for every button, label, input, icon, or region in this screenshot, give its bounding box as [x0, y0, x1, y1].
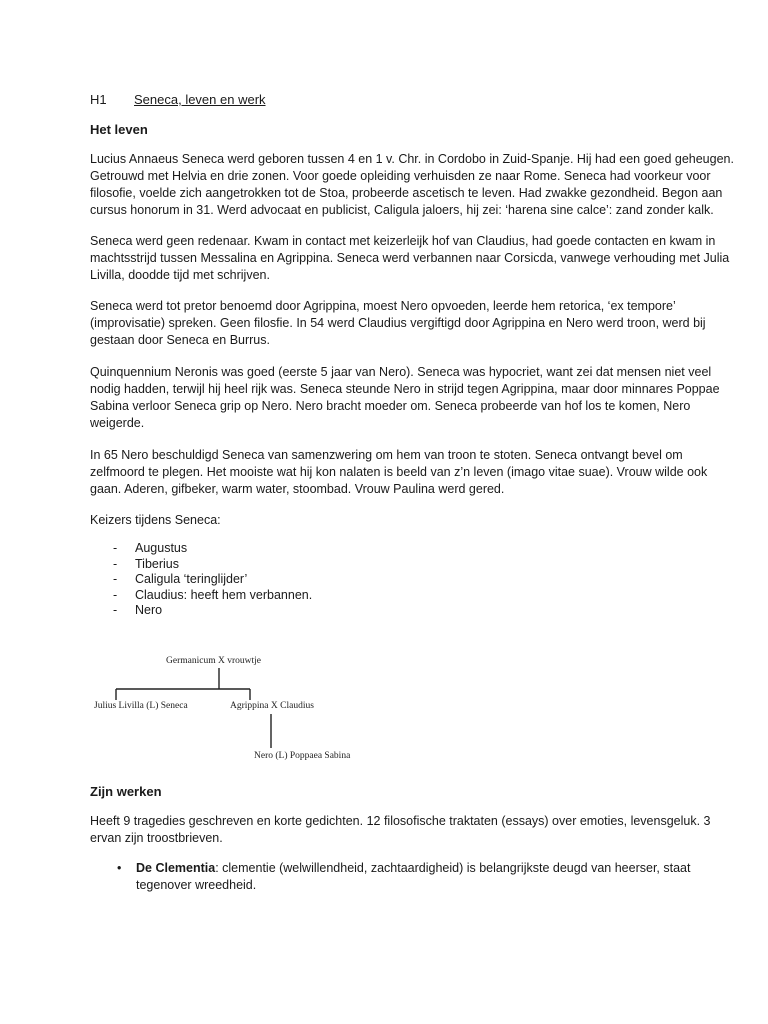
bullet-term: De Clementia: [136, 861, 216, 875]
list-item-text: Claudius: heeft hem verbannen.: [135, 587, 313, 602]
list-dash: -: [113, 556, 118, 571]
paragraph-line: cursus honorum in 31. Werd advocaat en publicist, Caligula jaloers, hij zei: ‘harena sine calce’: zand zonder kalk.: [90, 203, 714, 217]
page-heading: [90, 92, 266, 107]
section-title-werken: Zijn werken: [90, 784, 162, 799]
paragraph-line: gaan. Aderen, gifbeker, warm water, stoombad. Vrouw Paulina werd gered.: [90, 482, 505, 496]
tree-node-livilla-seneca: Julius Livilla (L) Seneca: [94, 701, 188, 711]
paragraph-line: zelfmoord te plegen. Het mooiste wat hij kon nalaten is beeld van z’n leven (imago vitae suae). Vrouw wilde ook: [90, 465, 708, 479]
paragraph-5: [90, 447, 708, 498]
list-item-text: Tiberius: [135, 556, 179, 571]
paragraph-line: Getrouwd met Helvia en drie zonen. Voor goede opleiding verhuisden ze naar Rome. Seneca had voorkeur voor: [90, 169, 711, 183]
werken-paragraph: [90, 813, 711, 847]
paragraph-line: Livilla, doodde tijd met schrijven.: [90, 268, 270, 282]
list-item-text: Caligula ‘teringlijder’: [135, 572, 248, 586]
paragraph-1: [90, 151, 734, 219]
heading-title: Seneca, leven en werk: [134, 92, 266, 107]
paragraph-line: (improvisatie) spreken. Geen filosfie. In 54 werd Claudius vergiftigd door Agrippina en Nero werd troon, werd bij: [90, 316, 706, 330]
paragraph-line: Sabina verloor Seneca grip op Nero. Nero bracht moeder om. Seneca probeerde van hof los te komen, Nero: [90, 399, 691, 413]
paragraph-line: Seneca werd geen redenaar. Kwam in contact met keizerleijk hof van Claudius, had goede contacten en kwam in: [90, 234, 716, 248]
paragraph-line: Heeft 9 tragedies geschreven en korte gedichten. 12 filosofische traktaten (essays) over emoties, levensgeluk. 3: [90, 814, 711, 828]
list-item: [113, 541, 312, 557]
list-item: [113, 557, 312, 573]
paragraph-line: Seneca werd tot pretor benoemd door Agrippina, moest Nero opvoeden, leerde hem retorica, ‘ex tempore’: [90, 299, 676, 313]
keizers-intro: Keizers tijdens Seneca:: [90, 513, 221, 527]
list-item: [113, 603, 312, 619]
tree-node-nero-poppaea: Nero (L) Poppaea Sabina: [254, 751, 351, 761]
family-tree-diagram: [80, 648, 380, 766]
paragraph-2: [90, 233, 730, 284]
bullet-text: : clementie (welwillendheid, zachtaardigheid) is belangrijkste deugd van heerser, staat: [215, 861, 691, 875]
paragraph-line: nodig hadden, terwijl hij heel rijk was. Seneca steunde Nero in strijd tegen Agrippina, maar door minnares Poppae: [90, 382, 720, 396]
list-item-text: Nero: [135, 603, 163, 617]
heading-number: H1: [90, 92, 107, 107]
paragraph-4: [90, 364, 720, 432]
list-dash: -: [113, 587, 118, 602]
list-dash: -: [113, 572, 118, 586]
bullet-text-continued: tegenover wreedheid.: [136, 878, 257, 892]
tree-node-germanicum: Germanicum X vrouwtje: [166, 656, 261, 666]
list-item-text: Augustus: [135, 541, 188, 555]
list-item: [113, 572, 312, 588]
list-dash: -: [113, 603, 118, 617]
paragraph-3: [90, 298, 706, 349]
paragraph-line: filosofie, voelde zich aangetrokken tot de Stoa, probeerde ascetisch te leven. Had zwakke gezondheid. Begon aan: [90, 186, 723, 200]
paragraph-line: Lucius Annaeus Seneca werd geboren tussen 4 en 1 v. Chr. in Cordobo in Zuid-Spanje. Hij had een goed geheugen.: [90, 152, 734, 166]
list-item: [113, 588, 312, 604]
paragraph-line: ervan zijn troostbrieven.: [90, 831, 223, 845]
paragraph-line: machtsstrijd tussen Messalina en Agrippina. Seneca werd verbannen naar Corsicda, vanwege verhouding met Julia: [90, 251, 730, 265]
tree-node-agrippina-claudius: Agrippina X Claudius: [230, 701, 314, 711]
paragraph-line: gestaan door Seneca en Burrus.: [90, 333, 270, 347]
keizers-list: [113, 541, 312, 619]
paragraph-line: weigerde.: [90, 416, 145, 430]
paragraph-line: Quinquennium Neronis was goed (eerste 5 jaar van Nero). Seneca was hypocriet, want zei dat mensen niet veel: [90, 365, 712, 379]
bullet-dot-icon: •: [117, 861, 122, 875]
list-dash: -: [113, 541, 118, 555]
section-title-leven: Het leven: [90, 122, 148, 137]
paragraph-line: In 65 Nero beschuldigd Seneca van samenzwering om hem van troon te stoten. Seneca ontvangt bevel om: [90, 448, 683, 462]
